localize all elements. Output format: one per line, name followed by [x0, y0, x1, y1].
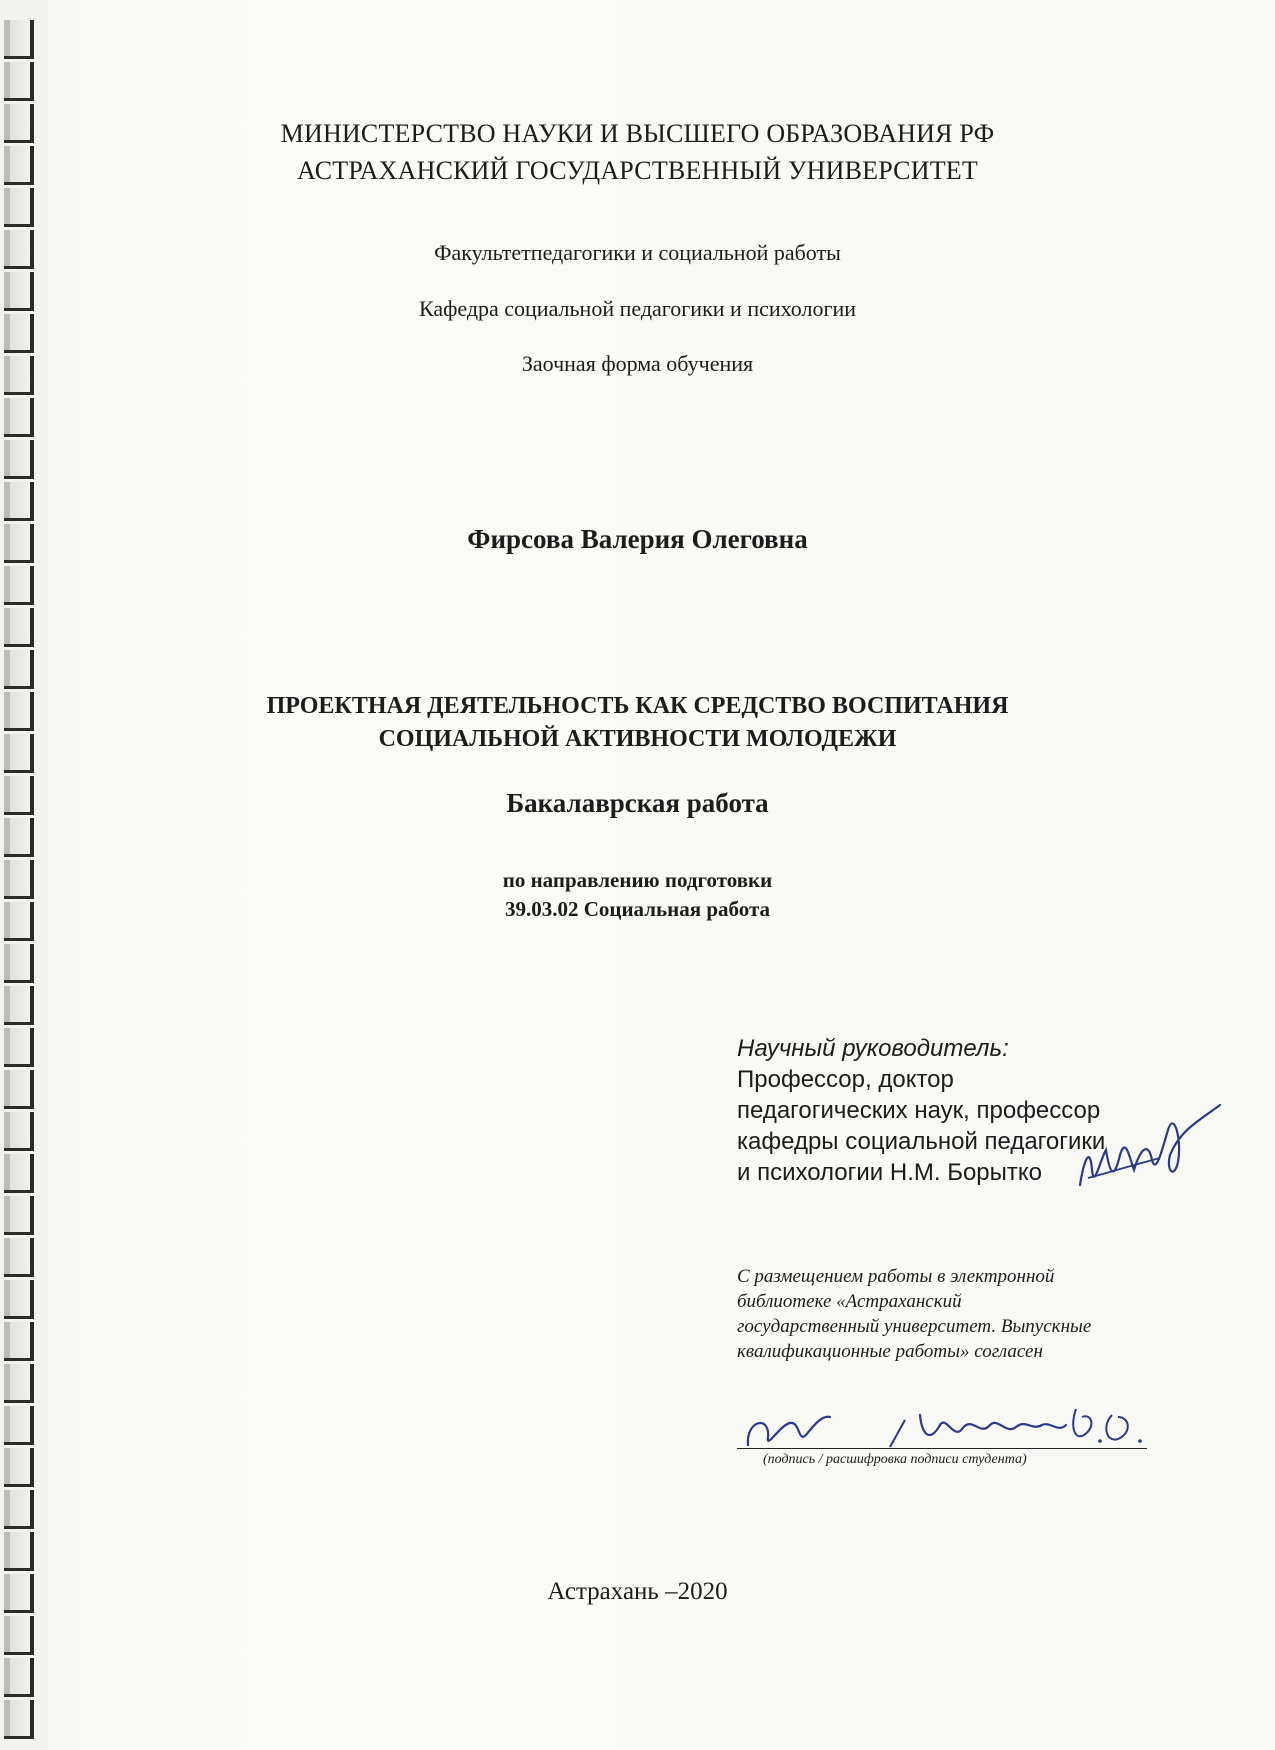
binding-ring: [4, 818, 34, 857]
faculty-name: Факультетпедагогики и социальной работы: [434, 240, 841, 265]
binding-ring: [4, 1658, 34, 1697]
binding-ring: [4, 1364, 34, 1403]
ministry-name: МИНИСТЕРСТВО НАУКИ И ВЫСШЕГО ОБРАЗОВАНИЯ РФ: [280, 119, 995, 148]
thesis-title: [0, 690, 1275, 756]
binding-ring: [4, 1322, 34, 1361]
binding-ring: [4, 944, 34, 983]
binding-ring: [4, 440, 34, 479]
binding-ring: [4, 1112, 34, 1151]
university-name: АСТРАХАНСКИЙ ГОСУДАРСТВЕННЫЙ УНИВЕРСИТЕТ: [297, 156, 978, 185]
binding-ring: [4, 566, 34, 605]
binding-ring: [4, 1406, 34, 1445]
consent-line2: библиотеке «Астраханский: [737, 1291, 962, 1312]
binding-ring: [4, 1490, 34, 1529]
bleed-through-text: [205, 215, 1165, 663]
binding-ring: [4, 188, 34, 227]
binding-ring: [4, 1280, 34, 1319]
direction-code: 39.03.02 Социальная работа: [504, 897, 771, 921]
signature-caption: (подпись / расшифровка подписи студента): [763, 1452, 1027, 1467]
ministry-header: [0, 115, 1275, 189]
supervisor-signature: [1070, 1100, 1230, 1210]
binding-ring: [4, 482, 34, 521]
binding-ring: [4, 398, 34, 437]
binding-ring: [4, 1700, 34, 1739]
department-name: Кафедра социальной педагогики и психологии: [418, 296, 857, 321]
consent-block: [737, 1264, 1177, 1364]
binding-ring: [4, 986, 34, 1025]
binding-ring: [4, 608, 34, 647]
supervisor-label: Научный руководитель:: [737, 1035, 1009, 1062]
study-direction: [0, 866, 1275, 924]
binding-ring: [4, 1532, 34, 1571]
binding-ring: [4, 1028, 34, 1067]
city-year: Астрахань –2020: [547, 1578, 728, 1605]
thesis-title-line2: СОЦИАЛЬНОЙ АКТИВНОСТИ МОЛОДЕЖИ: [378, 726, 897, 752]
author-name: Фирсова Валерия Олеговна: [467, 524, 808, 554]
direction-label: по направлению подготовки: [502, 868, 773, 892]
supervisor-line4: и психологии Н.М. Борытко: [737, 1159, 1043, 1186]
binding-ring: [4, 1154, 34, 1193]
binding-ring: [4, 1070, 34, 1109]
binding-ring: [4, 1196, 34, 1235]
binding-ring: [4, 650, 34, 689]
consent-line3: государственный университет. Выпускные: [737, 1316, 1092, 1337]
consent-line4: квалификационные работы» согласен: [737, 1341, 1043, 1362]
binding-ring: [4, 62, 34, 101]
binding-ring: [4, 1238, 34, 1277]
work-type: Бакалаврская работа: [506, 788, 769, 818]
supervisor-line1: Профессор, доктор: [737, 1066, 954, 1093]
binding-ring: [4, 1448, 34, 1487]
thesis-title-line1: ПРОЕКТНАЯ ДЕЯТЕЛЬНОСТЬ КАК СРЕДСТВО ВОСПИТАНИЯ: [266, 693, 1009, 719]
signature-line: [737, 1448, 1147, 1449]
supervisor-line3: кафедры социальной педагогики: [737, 1128, 1106, 1155]
study-form: Заочная форма обучения: [521, 351, 754, 376]
binding-ring: [4, 20, 34, 59]
supervisor-line2: педагогических наук, профессор: [737, 1097, 1101, 1124]
consent-line1: С размещением работы в электронной: [737, 1266, 1055, 1287]
binding-ring: [4, 1616, 34, 1655]
